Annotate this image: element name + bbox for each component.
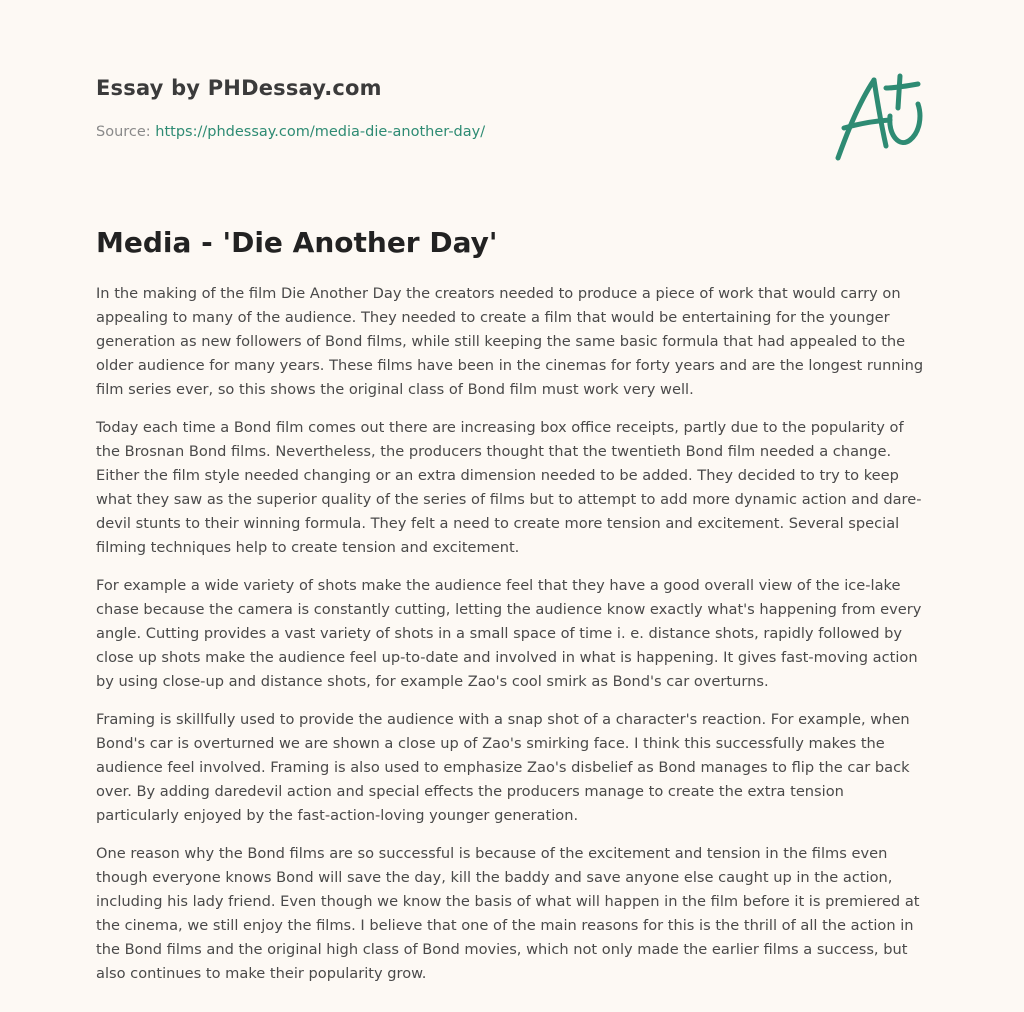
- brand-title: Essay by PHDessay.com: [96, 76, 382, 100]
- paragraph-3: For example a wide variety of shots make the audience feel that they have a good overall view of the ice-lake chase because the camera is constantly cutting, letting the audience know exactly what's happening from every angle. Cutting provides a vast variety of shots in a small space of time i. e. distance shots, rapidly followed by close up shots make the audience feel up-to-date and involved in what is happening. It gives fast-moving action by using close-up and distance shots, for example Zao's cool smirk as Bond's car overturns.: [96, 576, 922, 690]
- essay-body: [96, 282, 928, 986]
- source-link[interactable]: https://phdessay.com/media-die-another-day/: [155, 124, 486, 140]
- source-label: Source:: [96, 124, 156, 140]
- paragraph-1: In the making of the film Die Another Day the creators needed to produce a piece of work that would carry on appealing to many of the audience. They needed to create a film that would be entertaining for the younger generation as new followers of Bond films, while still keeping the same basic formula that had appealed to the older audience for many years. These films have been in the cinemas for forty years and are the longest running film series ever, so this shows the original class of Bond film must work very well.: [96, 284, 924, 398]
- a-plus-logo-icon: [828, 66, 932, 166]
- source-line: [96, 124, 485, 140]
- header: [96, 0, 928, 200]
- paragraph-4: Framing is skillfully used to provide the audience with a snap shot of a character's reaction. For example, when Bond's car is overturned we are shown a close up of Zao's smirking face. I think this successfully makes the audience feel involved. Framing is also used to emphasize Zao's disbelief as Bond manages to flip the car back over. By adding daredevil action and special effects the producers manage to create the extra tension particularly enjoyed by the fast-action-loving younger generation.: [96, 710, 910, 824]
- paragraph-5: One reason why the Bond films are so successful is because of the excitement and tension in the films even though everyone knows Bond will save the day, kill the baddy and save anyone else caught up in the action, including his lady friend. Even though we know the basis of what will happen in the film before it is premiered at the cinema, we still enjoy the films. I believe that one of the main reasons for this is the thrill of all the action in the Bond films and the original high class of Bond movies, which not only made the earlier films a success, but also continues to make their popularity grow.: [96, 844, 920, 982]
- paragraph-2: Today each time a Bond film comes out there are increasing box office receipts, partly due to the popularity of the Brosnan Bond films. Nevertheless, the producers thought that the twentieth Bond film needed a change. Either the film style needed changing or an extra dimension needed to be added. They decided to try to keep what they saw as the superior quality of the series of films but to attempt to add more dynamic action and dare-devil stunts to their winning formula. They felt a need to create more tension and excitement. Several special filming techniques help to create tension and excitement.: [96, 418, 922, 556]
- essay-title: Media - 'Die Another Day': [96, 226, 498, 259]
